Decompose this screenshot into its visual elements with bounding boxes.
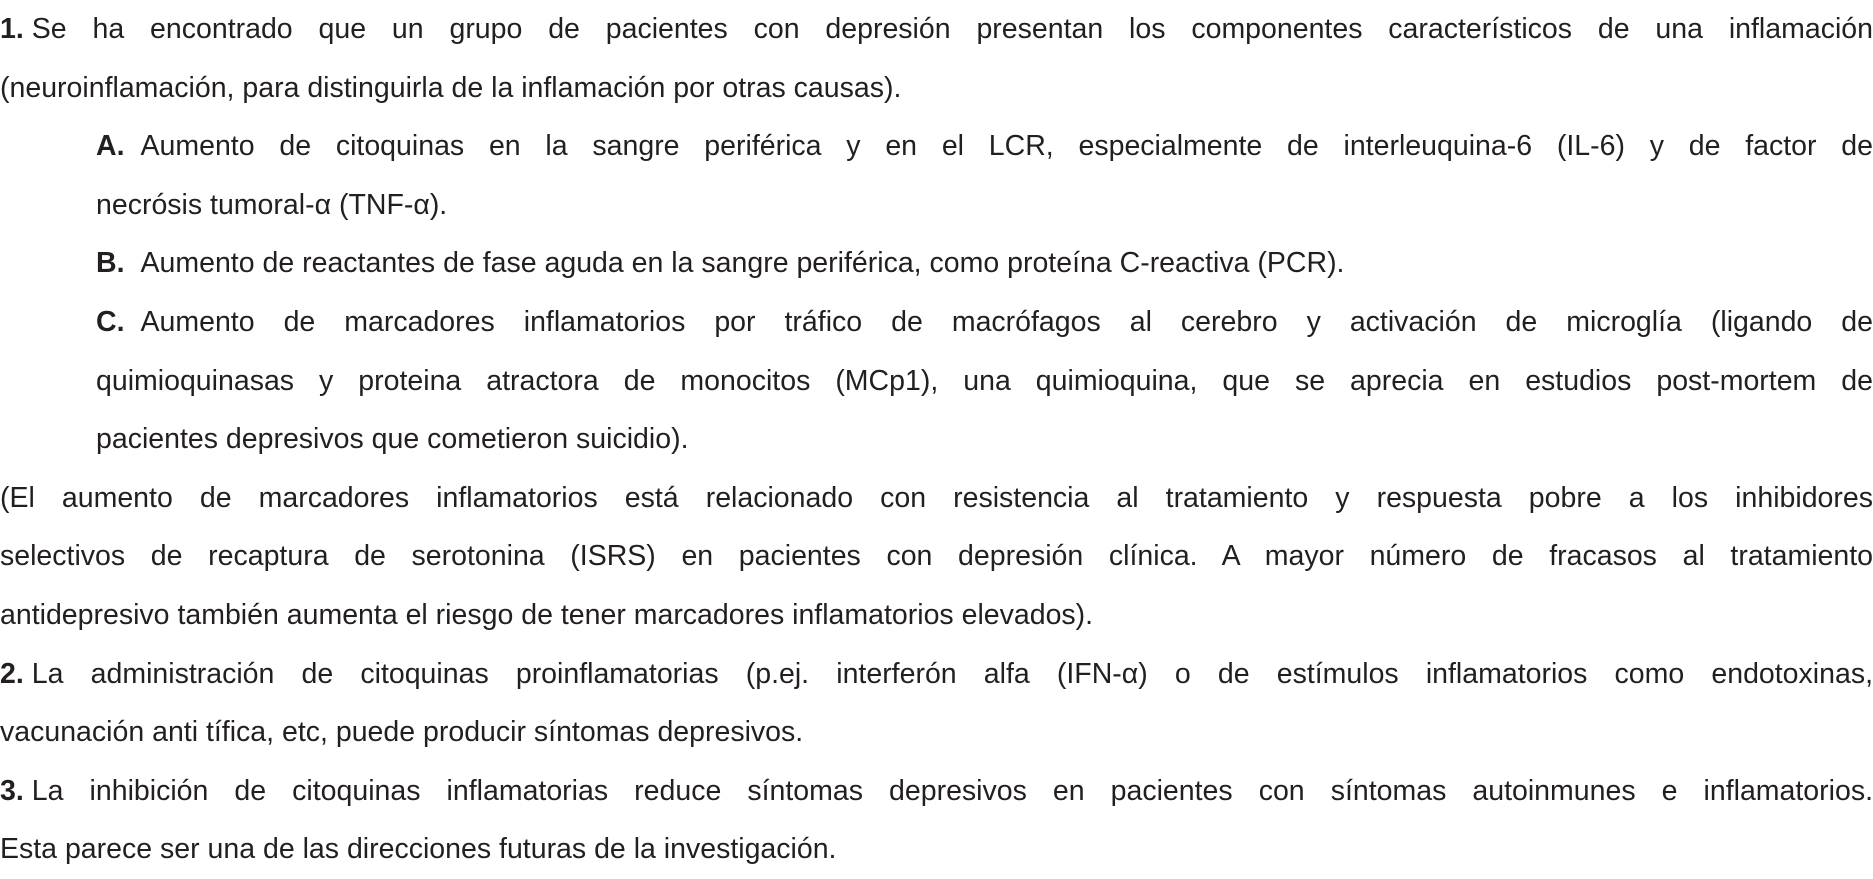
item-number: 2. [0, 658, 24, 690]
paragraph-line [0, 703, 1873, 762]
subitem-line [96, 234, 1873, 293]
subitem-text: quimioquinasas y proteina atractora de monocitos (MCp1), una quimioquina, que se aprecia en estudios post-mortem de [96, 365, 1873, 397]
item-text: Se ha encontrado que un grupo de pacientes con depresión presentan los componentes característicos de una inflamación [32, 13, 1873, 45]
item-text: vacunación anti tífica, etc, puede producir síntomas depresivos. [0, 716, 803, 748]
note-text: (El aumento de marcadores inflamatorios está relacionado con resistencia al tratamiento y respuesta pobre a los inhibidores [0, 482, 1873, 514]
paragraph-line [0, 645, 1873, 704]
subitem-line [96, 176, 1873, 235]
paragraph-line [0, 820, 1873, 879]
subitem-text: pacientes depresivos que cometieron suicidio). [96, 423, 689, 455]
note-line [0, 586, 1873, 645]
item-number: 3. [0, 775, 24, 807]
paragraph-line [0, 59, 1873, 118]
note-line [0, 527, 1873, 586]
item-text: La administración de citoquinas proinflamatorias (p.ej. interferón alfa (IFN-α) o de estímulos inflamatorios como endotoxinas, [32, 658, 1873, 690]
subitem-text: necrósis tumoral-α (TNF-α). [96, 189, 447, 221]
subitem-letter: A. [96, 117, 125, 176]
subitem-line [96, 352, 1873, 411]
item-text: Esta parece ser una de las direcciones futuras de la investigación. [0, 833, 836, 865]
item-text: La inhibición de citoquinas inflamatorias reduce síntomas depresivos en pacientes con síntomas autoinmunes e inflamatorios. [32, 775, 1873, 807]
subitem-text: Aumento de citoquinas en la sangre periférica y en el LCR, especialmente de interleuquina-6 (IL-6) y de factor de [141, 130, 1873, 162]
subitem-letter: C. [96, 293, 125, 352]
subitem-line [96, 117, 1873, 176]
note-text: selectivos de recaptura de serotonina (ISRS) en pacientes con depresión clínica. A mayor número de fracasos al tratamiento [0, 540, 1873, 572]
paragraph-line [0, 762, 1873, 821]
note-text: antidepresivo también aumenta el riesgo de tener marcadores inflamatorios elevados). [0, 599, 1093, 631]
subitem-letter: B. [96, 234, 125, 293]
subitem-line [96, 410, 1873, 469]
subitem-text: Aumento de marcadores inflamatorios por tráfico de macrófagos al cerebro y activación de microglía (ligando de [141, 306, 1873, 338]
item-number: 1. [0, 13, 24, 45]
note-line [0, 469, 1873, 528]
paragraph-line [0, 0, 1873, 59]
subitem-line [96, 293, 1873, 352]
subitem-text: Aumento de reactantes de fase aguda en la sangre periférica, como proteína C-reactiva (PCR). [141, 247, 1345, 279]
item-text: (neuroinflamación, para distinguirla de la inflamación por otras causas). [0, 72, 901, 104]
